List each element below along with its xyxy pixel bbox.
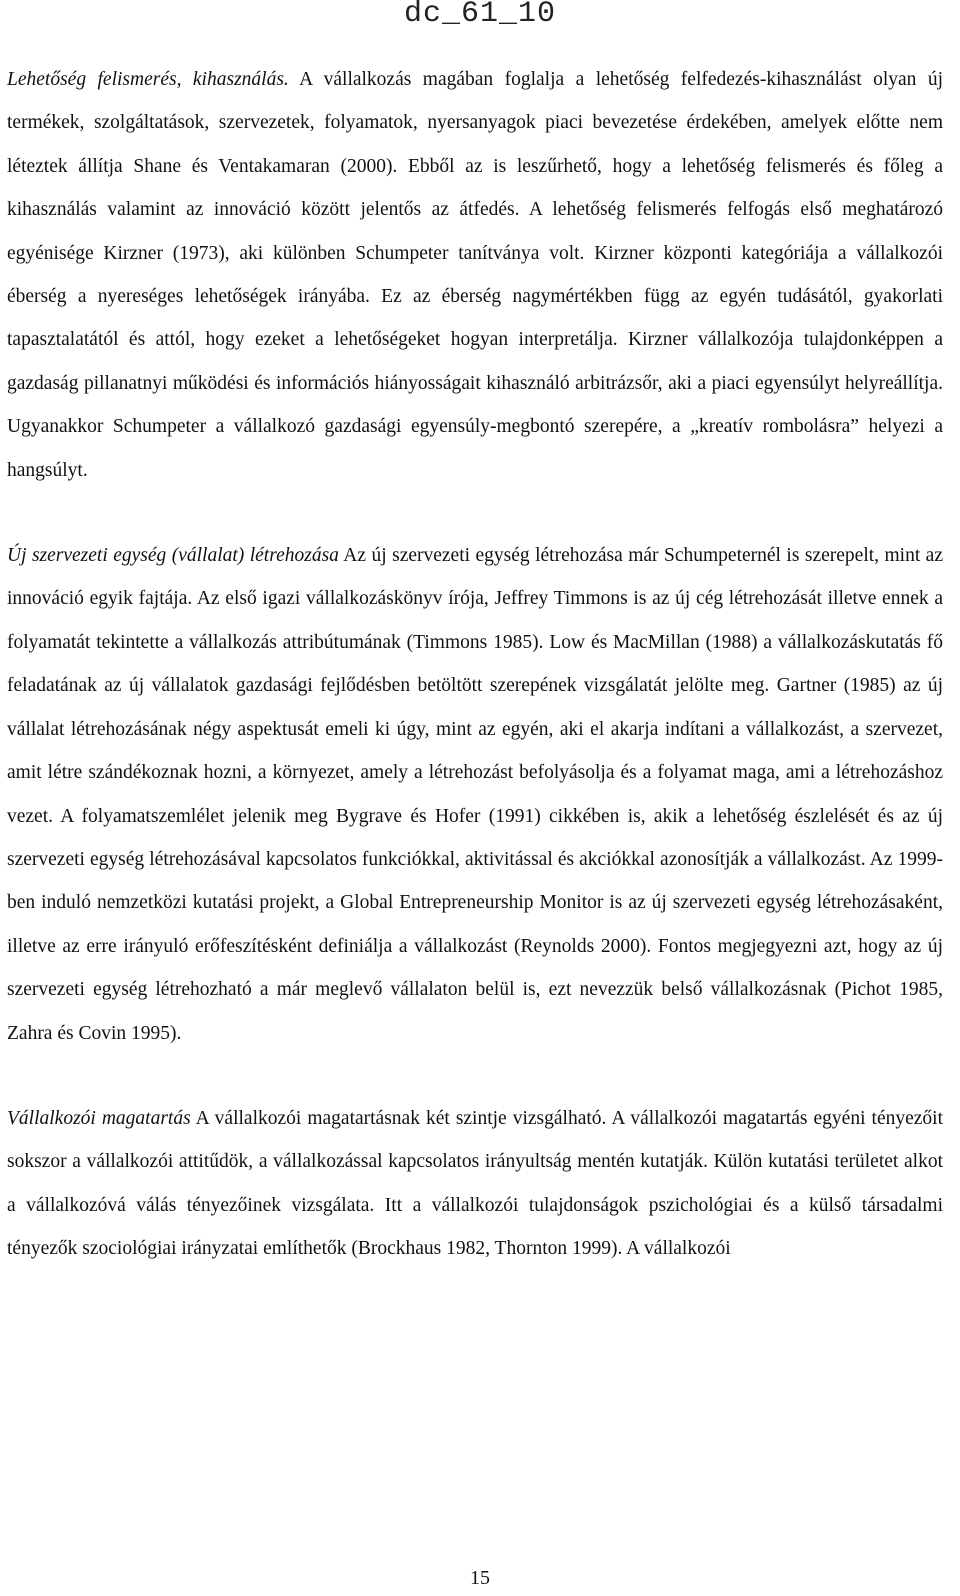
paragraph-text: A vállalkozás magában foglalja a lehetőség felfedezés-kihasználást olyan új termékek, szolgáltatások, szervezetek, folyamatok, nyersanyagok piaci bevezetése érdekében, amelyek előtte nem léteztek állítja Shane és Ventakamaran (2000). Ebből az is leszűrhető, hogy a lehetőség felismerés és főleg a kihasználás valamint az innováció között jelentős az átfedés. A lehetőség felismerés felfogás első meghatározó egyénisége Kirzner (1973), aki különben Schumpeter tanítványa volt. Kirzner központi kategóriája a vállalkozói éberség a nyereséges lehetőségek irányába. Ez az éberség nagymértékben függ az egyén tudásától, gyakorlati tapasztalatától és attól, hogy ezeket a lehetőségeket hogyan interpretálja. Kirzner vállalkozója tulajdonképpen a gazdaság pillanatnyi működési és információs hiányosságait kihasználó arbitrázsőr, aki a piaci egyensúlyt helyreállítja. Ugyanakkor Schumpeter a vállalkozó gazdasági egyensúly-megbontó szerepére, a „kreatív rombolásra” helyezi a hangsúlyt. — [7, 69, 944, 481]
page-number: 15 — [470, 1567, 490, 1589]
paragraph-heading: Vállalkozói magatartás — [7, 1107, 191, 1129]
paragraph-opportunity-recognition — [7, 58, 943, 492]
paragraph-text: A vállalkozói magatartásnak két szintje vizsgálható. A vállalkozói magatartás egyéni tényezőit sokszor a vállalkozói attitűdök, a vállalkozással kapcsolatos irányultság mentén kutatják. Külön kutatási területet alkot a vállalkozóvá válás tényezőinek vizsgálata. Itt a vállalkozói tulajdonságok pszichológiai és a külső társadalmi tényezők szociológiai irányzatai említhetők (Brockhaus 1982, Thornton 1999). A vállalkozói — [7, 1107, 943, 1260]
document-body — [7, 58, 943, 1271]
paragraph-text: Az új szervezeti egység létrehozása már Schumpeternél is szerepelt, mint az innováció egyik fajtája. Az első igazi vállalkozáskönyv írója, Jeffrey Timmons is az új cég létrehozását illetve ennek a folyamatát tekintette a vállalkozás attribútumának (Timmons 1985). Low és MacMillan (1988) a vállalkozáskutatás fő feladatának az új vállalatok gazdasági fejlődésben betöltött szerepének vizsgálatát jelölte meg. Gartner (1985) az új vállalat létrehozásának négy aspektusát emeli ki úgy, mint az egyén, aki el akarja indítani a vállalkozást, a szervezet, amit létre szándékoznak hozni, a környezet, amely a létrehozást befolyásolja és a folyamat maga, ami a létrehozáshoz vezet. A folyamatszemlélet jelenik meg Bygrave és Hofer (1991) cikkében is, akik a lehetőség észlelését és az új szervezeti egység létrehozásával kapcsolatos funkciókkal, aktivitással és akciókkal azonosítják a vállalkozást. Az 1999-ben induló nemzetközi kutatási projekt, a Global Entrepreneurship Monitor is az új szervezeti egység létrehozásaként, illetve az erre irányuló erőfeszítésként definiálja a vállalkozást (Reynolds 2000). Fontos megjegyezni azt, hogy az új szervezeti egység létrehozható a már meglevő vállalaton belül is, ezt nevezzük belső vállalkozásnak (Pichot 1985, Zahra és Covin 1995). — [7, 545, 943, 1044]
paragraph-heading: Lehetőség felismerés, kihasználás. — [7, 69, 289, 90]
paragraph-new-organization — [7, 534, 943, 1055]
paragraph-heading: Új szervezeti egység (vállalat) létrehozása — [7, 545, 339, 567]
paragraph-entrepreneurial-behavior — [7, 1097, 943, 1271]
document-code-header: dc_61_10 — [403, 0, 557, 31]
